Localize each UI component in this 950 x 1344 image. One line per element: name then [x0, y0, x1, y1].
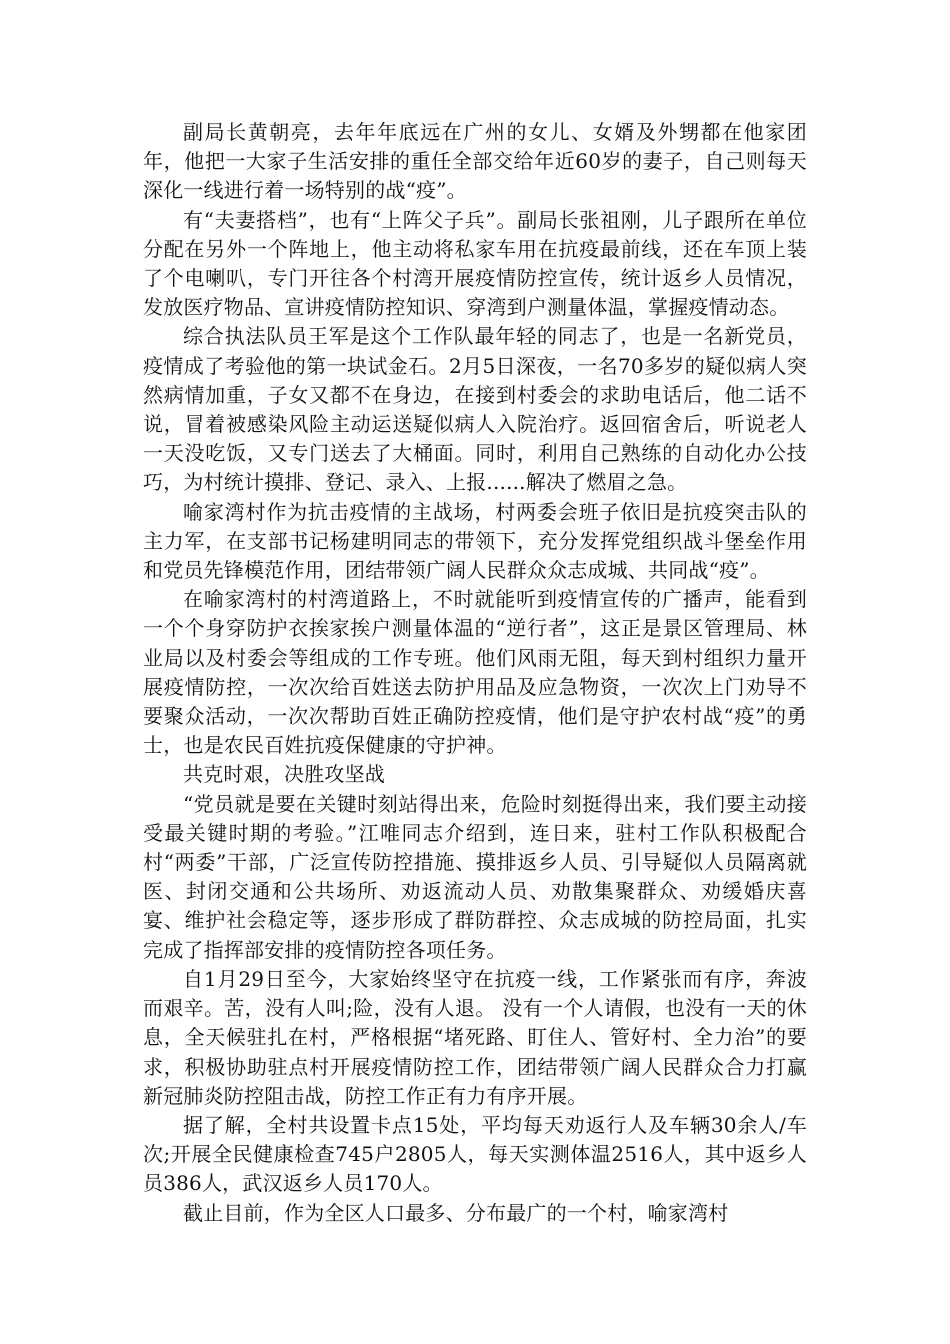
paragraph-work-team: 在喻家湾村的村湾道路上，不时就能听到疫情宣传的广播声，能看到一个个身穿防护衣挨家挨户测量体温的“逆行者”，这正是景区管理局、林业局以及村委会等组成的工作专班。他们风雨无阻，每天到村组织力量开展疫情防控，一次次给百姓送去防护用品及应急物资，一次次上门劝导不要聚众活动，一次次帮助百姓正确防控疫情，他们是守护农村战“疫”的勇士，也是农民百姓抗疫保健康的守护神。	[143, 587, 807, 758]
paragraph-as-of-now: 截止目前，作为全区人口最多、分布最广的一个村，喻家湾村	[183, 1200, 729, 1225]
paragraph-since-jan-29: 自1月29日至今，大家始终坚守在抗疫一线，工作紧张而有序，奔波而艰辛。苦，没有人叫;险，没有人退。 没有一个人请假，也没有一天的休息，全天候驻扎在村，严格根据“堵死路、盯住人、管好村、全力治”的要求，积极协助驻点村开展疫情防控工作，团结带领广阔人民群众合力打赢新冠肺炎防控阻击战，防控工作正有力有序开展。	[143, 966, 807, 1108]
paragraph-huang-chaoliang: 副局长黄朝亮，去年年底远在广州的女儿、女婿及外甥都在他家团年，他把一大家子生活安排的重任全部交给年近60岁的妻子，自己则每天深化一线进行着一场特别的战“疫”。	[143, 120, 807, 203]
paragraph-zhang-zugang: 有“夫妻搭档”，也有“上阵父子兵”。副局长张祖刚，儿子跟所在单位分配在另外一个阵地上，他主动将私家车用在抗疫最前线，还在车顶上装了个电喇叭，专门开往各个村湾开展疫情防控宣传，统计返乡人员情况，发放医疗物品、宣讲疫情防控知识、穿湾到户测量体温，掌握疫情动态。	[143, 207, 807, 320]
paragraph-party-members: “党员就是要在关键时刻站得出来，危险时刻挺得出来，我们要主动接受最关键时期的考验。”江唯同志介绍到，连日来，驻村工作队积极配合村“两委”干部，广泛宣传防控措施、摸排返乡人员、引导疑似人员隔离就医、封闭交通和公共场所、劝返流动人员、劝散集聚群众、劝缓婚庆喜宴、维护社会稳定等，逐步形成了群防群控、众志成城的防控局面，扎实完成了指挥部安排的疫情防控各项任务。	[143, 791, 807, 962]
paragraph-wang-jun: 综合执法队员王军是这个工作队最年轻的同志了，也是一名新党员，疫情成了考验他的第一块试金石。2月5日深夜，一名70多岁的疑似病人突然病情加重，子女又都不在身边，在接到村委会的求助电话后，他二话不说，冒着被感染风险主动运送疑似病人入院治疗。返回宿舍后，听说老人一天没吃饭，又专门送去了大桶面。同时，利用自己熟练的自动化办公技巧，为村统计摸排、登记、录入、上报......解决了燃眉之急。	[143, 324, 807, 495]
paragraph-statistics: 据了解，全村共设置卡点15处，平均每天劝返行人及车辆30余人/车次;开展全民健康检查745户2805人，每天实测体温2516人，其中返乡人员386人，武汉返乡人员170人。	[143, 1112, 807, 1196]
paragraph-village-committee: 喻家湾村作为抗击疫情的主战场，村两委会班子依旧是抗疫突击队的主力军，在支部书记杨建明同志的带领下，充分发挥党组织战斗堡垒作用和党员先锋模范作用，团结带领广阔人民群众众志成城、共同战“疫”。	[143, 499, 807, 583]
section-heading: 共克时艰，决胜攻坚战	[183, 762, 385, 787]
document-body	[143, 118, 807, 1228]
